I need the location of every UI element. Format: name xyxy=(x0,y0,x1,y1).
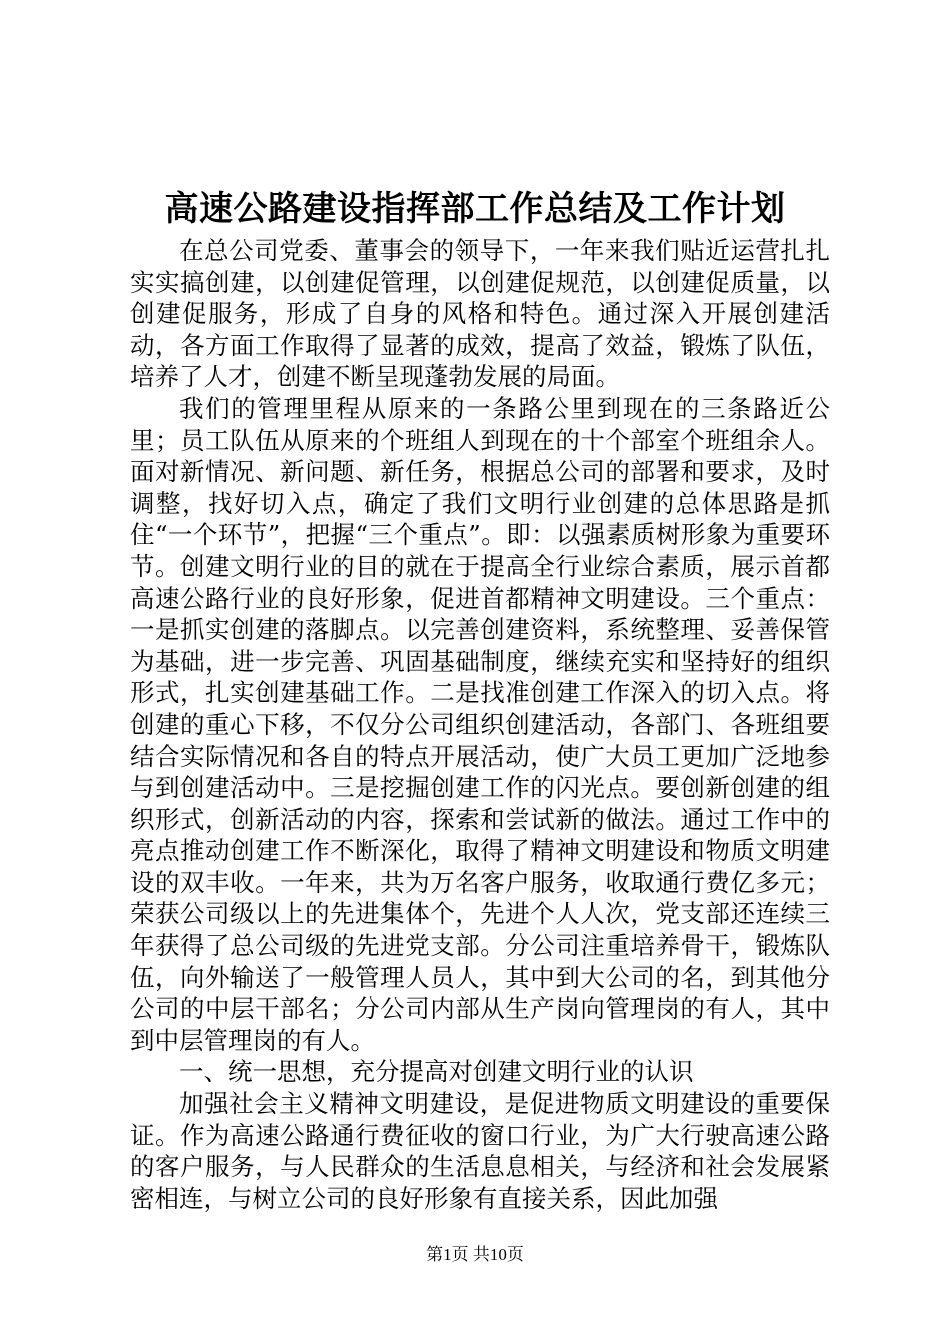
paragraph-section-one: 加强社会主义精神文明建设，是促进物质文明建设的重要保证。作为高速公路通行费征收的窗口行业，为广大行驶高速公路的客户服务，与人民群众的生活息息相关，与经济和社会发展紧密相连，与树立公司的良好形象有直接关系，因此加强 xyxy=(130,1089,830,1213)
paragraph-intro: 在总公司党委、董事会的领导下，一年来我们贴近运营扎扎实实搞创建，以创建促管理，以创建促规范，以创建促质量，以创建促服务，形成了自身的风格和特色。通过深入开展创建活动，各方面工作取得了显著的成效，提高了效益，锻炼了队伍，培养了人才，创建不断呈现蓬勃发展的局面。 xyxy=(130,236,830,392)
document-body xyxy=(130,235,830,1214)
paragraph-management: 我们的管理里程从原来的一条路公里到现在的三条路近公里；员工队伍从原来的个班组人到现在的十个部室个班组余人。面对新情况、新问题、新任务，根据总公司的部署和要求，及时调整，找好切入点，确定了我们文明行业创建的总体思路是抓住“一个环节”，把握“三个重点”。即：以强素质树形象为重要环节。创建文明行业的目的就在于提高全行业综合素质，展示首都高速公路行业的良好形象，促进首都精神文明建设。三个重点：一是抓实创建的落脚点。以完善创建资料，系统整理、妥善保管为基础，进一步完善、巩固基础制度，继续充实和坚持好的组织形式，扎实创建基础工作。二是找准创建工作深入的切入点。将创建的重心下移，不仅分公司组织创建活动，各部门、各班组要结合实际情况和各自的特点开展活动，使广大员工更加广泛地参与到创建活动中。三是挖掘创建工作的闪光点。要创新创建的组织形式，创新活动的内容，探索和尝试新的做法。通过工作中的亮点推动创建工作不断深化，取得了精神文明建设和物质文明建设的双丰收。一年来，共为万名客户服务，收取通行费亿多元；荣获公司级以上的先进集体个，先进个人人次，党支部还连续三年获得了总公司级的先进党支部。分公司注重培养骨干，锻炼队伍，向外输送了一般管理人员人，其中到大公司的名，到其他分公司的中层干部名；分公司内部从生产岗向管理岗的有人，其中到中层管理岗的有人。 xyxy=(130,393,830,1055)
document-title: 高速公路建设指挥部工作总结及工作计划 xyxy=(164,189,786,229)
page-indicator: 第1页 共10页 xyxy=(426,1245,524,1264)
section-heading: 一、统一思想，充分提高对创建文明行业的认识 xyxy=(179,1057,694,1087)
